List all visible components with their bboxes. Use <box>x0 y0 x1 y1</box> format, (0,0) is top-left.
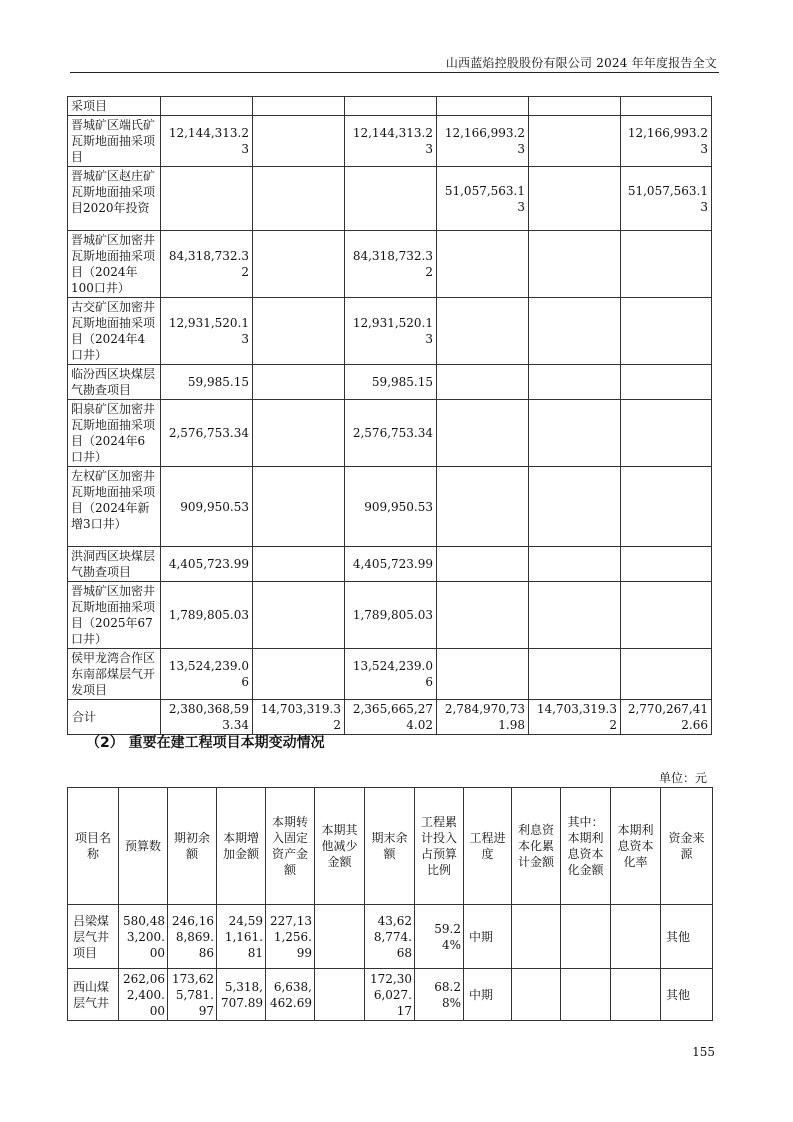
project-name-cell: 洪洞西区块煤层气勘查项目 <box>68 547 161 582</box>
amount-cell <box>529 649 621 700</box>
increase-cell: 24,591,161.81 <box>217 905 266 969</box>
total-amount-cell: 2,770,267,412.66 <box>621 700 712 735</box>
amount-cell: 12,166,993.23 <box>437 116 529 167</box>
amount-cell <box>621 97 712 116</box>
total-amount-cell: 2,365,665,274.02 <box>345 700 437 735</box>
interest-rate-cell <box>611 905 661 969</box>
column-header: 期初余额 <box>168 788 217 905</box>
column-header: 本期增加金额 <box>217 788 266 905</box>
amount-cell <box>529 116 621 167</box>
amount-cell <box>529 298 621 365</box>
amount-cell <box>437 649 529 700</box>
amount-cell <box>253 365 345 400</box>
page-number: 155 <box>692 1045 715 1059</box>
column-header: 预算数 <box>119 788 168 905</box>
project-name-cell: 晋城矿区端氏矿瓦斯地面抽采项目 <box>68 116 161 167</box>
amount-cell <box>345 97 437 116</box>
table-row <box>68 298 712 365</box>
other-decrease-cell <box>315 905 365 969</box>
budget-ratio-cell: 68.28% <box>415 969 464 1021</box>
amount-cell <box>437 582 529 649</box>
project-name-cell: 晋城矿区赵庄矿瓦斯地面抽采项目2020年投资 <box>68 167 161 231</box>
table-row <box>68 97 712 116</box>
column-header: 本期其他减少金额 <box>315 788 365 905</box>
amount-cell <box>437 365 529 400</box>
total-amount-cell: 2,380,368,593.34 <box>161 700 253 735</box>
amount-cell: 12,931,520.13 <box>161 298 253 365</box>
table-row <box>68 905 713 969</box>
amount-cell <box>437 467 529 547</box>
project-name-cell: 古交矿区加密井瓦斯地面抽采项目（2024年4口井） <box>68 298 161 365</box>
amount-cell <box>529 547 621 582</box>
fund-source-cell: 其他 <box>661 905 713 969</box>
project-name-cell: 晋城矿区加密井瓦斯地面抽采项目（2024年100口井） <box>68 231 161 298</box>
amount-cell <box>437 400 529 467</box>
amount-cell <box>529 582 621 649</box>
column-header: 利息资本化累计金额 <box>512 788 561 905</box>
project-name-cell: 临汾西区块煤层气勘查项目 <box>68 365 161 400</box>
interest-capitalized-cell <box>512 905 561 969</box>
amount-cell <box>621 400 712 467</box>
amount-cell <box>253 116 345 167</box>
budget-ratio-cell: 59.24% <box>415 905 464 969</box>
amount-cell <box>529 400 621 467</box>
project-name-cell: 左权矿区加密井瓦斯地面抽采项目（2024年新增3口井） <box>68 467 161 547</box>
transfer-to-fixed-assets-cell: 227,131,256.99 <box>266 905 315 969</box>
amount-cell <box>621 231 712 298</box>
project-name-cell: 西山煤层气井 <box>68 969 119 1021</box>
amount-cell <box>345 167 437 231</box>
amount-cell <box>437 97 529 116</box>
total-amount-cell: 14,703,319.32 <box>529 700 621 735</box>
unit-label: 单位：元 <box>658 771 707 785</box>
amount-cell <box>529 365 621 400</box>
column-header: 资金来源 <box>661 788 713 905</box>
column-header: 本期利息资本化率 <box>611 788 661 905</box>
amount-cell <box>253 298 345 365</box>
major-projects-table <box>67 787 713 1021</box>
budget-cell: 580,483,200.00 <box>119 905 168 969</box>
table-row <box>68 547 712 582</box>
current-interest-capitalized-cell <box>561 969 611 1021</box>
amount-cell: 4,405,723.99 <box>161 547 253 582</box>
budget-cell: 262,062,400.00 <box>119 969 168 1021</box>
opening-balance-cell: 173,625,781.97 <box>168 969 217 1021</box>
amount-cell: 12,931,520.13 <box>345 298 437 365</box>
amount-cell <box>253 167 345 231</box>
header-divider <box>70 72 719 73</box>
amount-cell: 84,318,732.32 <box>161 231 253 298</box>
project-name-cell: 阳泉矿区加密井瓦斯地面抽采项目（2024年6口井） <box>68 400 161 467</box>
amount-cell <box>437 298 529 365</box>
table-row <box>68 467 712 547</box>
amount-cell: 2,576,753.34 <box>161 400 253 467</box>
amount-cell <box>529 231 621 298</box>
amount-cell <box>529 167 621 231</box>
amount-cell <box>253 582 345 649</box>
column-header: 期末余额 <box>365 788 415 905</box>
amount-cell <box>253 467 345 547</box>
table-row <box>68 400 712 467</box>
amount-cell: 84,318,732.32 <box>345 231 437 298</box>
amount-cell <box>161 167 253 231</box>
closing-balance-cell: 172,306,027.17 <box>365 969 415 1021</box>
amount-cell: 909,950.53 <box>161 467 253 547</box>
amount-cell <box>161 97 253 116</box>
project-name-cell: 吕梁煤层气井项目 <box>68 905 119 969</box>
amount-cell: 1,789,805.03 <box>345 582 437 649</box>
amount-cell <box>621 365 712 400</box>
amount-cell <box>437 547 529 582</box>
total-row <box>68 700 712 735</box>
progress-cell: 中期 <box>464 969 512 1021</box>
column-header: 本期转入固定资产金额 <box>266 788 315 905</box>
amount-cell <box>253 649 345 700</box>
table-row <box>68 231 712 298</box>
opening-balance-cell: 246,168,869.86 <box>168 905 217 969</box>
column-header: 工程累计投入占预算比例 <box>415 788 464 905</box>
amount-cell <box>621 467 712 547</box>
amount-cell <box>621 547 712 582</box>
transfer-to-fixed-assets-cell: 6,638,462.69 <box>266 969 315 1021</box>
column-header: 工程进度 <box>464 788 512 905</box>
closing-balance-cell: 43,628,774.68 <box>365 905 415 969</box>
page-header-title: 山西蓝焰控股股份有限公司 2024 年年度报告全文 <box>445 56 717 70</box>
interest-capitalized-cell <box>512 969 561 1021</box>
amount-cell: 909,950.53 <box>345 467 437 547</box>
current-interest-capitalized-cell <box>561 905 611 969</box>
table-row <box>68 365 712 400</box>
table-row <box>68 116 712 167</box>
progress-cell: 中期 <box>464 905 512 969</box>
other-decrease-cell <box>315 969 365 1021</box>
table-row <box>68 582 712 649</box>
amount-cell <box>253 547 345 582</box>
amount-cell: 12,144,313.23 <box>345 116 437 167</box>
section-title: （2） 重要在建工程项目本期变动情况 <box>86 735 325 751</box>
interest-rate-cell <box>611 969 661 1021</box>
amount-cell <box>437 231 529 298</box>
amount-cell <box>529 97 621 116</box>
construction-in-progress-table <box>67 96 712 735</box>
amount-cell: 59,985.15 <box>161 365 253 400</box>
amount-cell: 13,524,239.06 <box>161 649 253 700</box>
amount-cell <box>253 97 345 116</box>
table-row <box>68 969 713 1021</box>
amount-cell: 59,985.15 <box>345 365 437 400</box>
amount-cell: 12,144,313.23 <box>161 116 253 167</box>
column-header: 项目名称 <box>68 788 119 905</box>
amount-cell <box>621 649 712 700</box>
project-name-cell: 晋城矿区加密井瓦斯地面抽采项目（2025年67口井） <box>68 582 161 649</box>
total-label: 合计 <box>68 700 161 735</box>
table-row <box>68 167 712 231</box>
project-name-cell: 侯甲龙湾合作区东南部煤层气开发项目 <box>68 649 161 700</box>
amount-cell: 4,405,723.99 <box>345 547 437 582</box>
amount-cell: 51,057,563.13 <box>437 167 529 231</box>
amount-cell: 13,524,239.06 <box>345 649 437 700</box>
amount-cell: 2,576,753.34 <box>345 400 437 467</box>
total-amount-cell: 14,703,319.32 <box>253 700 345 735</box>
project-name-cell: 采项目 <box>68 97 161 116</box>
total-amount-cell: 2,784,970,731.98 <box>437 700 529 735</box>
table-row <box>68 649 712 700</box>
fund-source-cell: 其他 <box>661 969 713 1021</box>
column-header: 其中：本期利息资本化金额 <box>561 788 611 905</box>
amount-cell: 12,166,993.23 <box>621 116 712 167</box>
amount-cell: 51,057,563.13 <box>621 167 712 231</box>
amount-cell: 1,789,805.03 <box>161 582 253 649</box>
amount-cell <box>253 231 345 298</box>
increase-cell: 5,318,707.89 <box>217 969 266 1021</box>
amount-cell <box>529 467 621 547</box>
amount-cell <box>621 582 712 649</box>
amount-cell <box>621 298 712 365</box>
amount-cell <box>253 400 345 467</box>
